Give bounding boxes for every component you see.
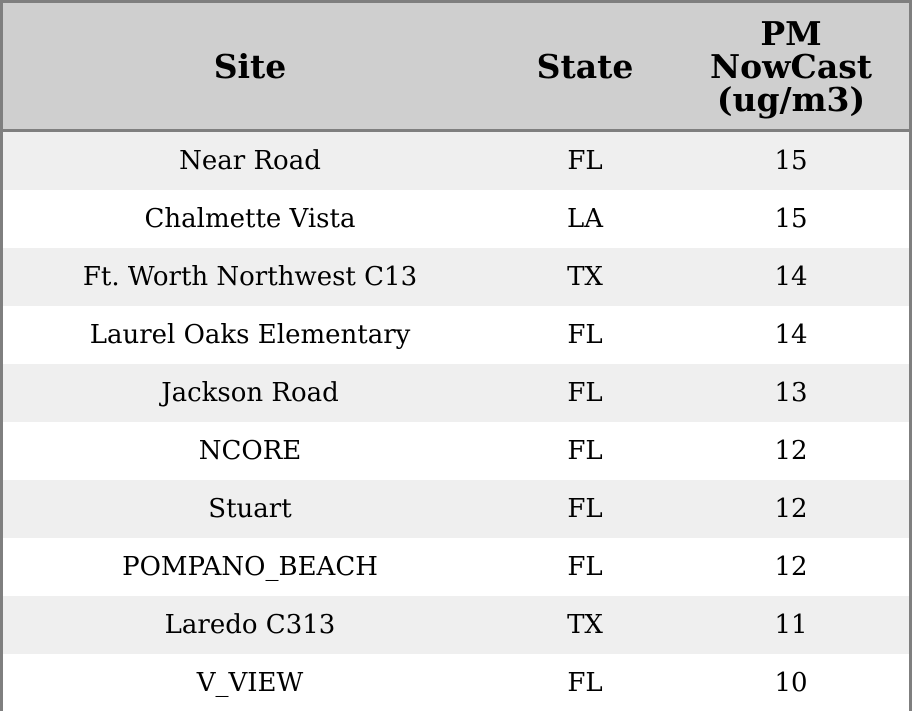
cell-pm-nowcast: 15 — [774, 204, 808, 234]
cell-pm-nowcast: 14 — [774, 320, 808, 350]
cell-state: TX — [567, 610, 603, 640]
cell-pm-nowcast: 12 — [774, 552, 808, 582]
header-site: Site — [213, 46, 287, 86]
cell-pm-nowcast: 12 — [774, 436, 808, 466]
cell-pm-nowcast: 11 — [774, 610, 808, 640]
cell-site: Near Road — [179, 146, 321, 176]
cell-site: V_VIEW — [196, 668, 304, 698]
cell-pm-nowcast: 10 — [774, 668, 808, 698]
cell-site: Laredo C313 — [164, 610, 336, 640]
cell-state: LA — [566, 204, 604, 234]
cell-site: Stuart — [208, 494, 292, 524]
table-row — [3, 596, 909, 654]
cell-state: FL — [567, 378, 603, 408]
table-body — [3, 132, 909, 712]
cell-pm-nowcast: 14 — [774, 262, 808, 292]
cell-state: FL — [567, 668, 603, 698]
header-pm-nowcast-text — [709, 13, 873, 119]
header-state: State — [536, 46, 634, 86]
table-row — [3, 364, 909, 422]
cell-pm-nowcast: 12 — [774, 494, 808, 524]
cell-state: FL — [567, 436, 603, 466]
header-pm-line: PM — [760, 13, 822, 53]
table-row — [3, 248, 909, 306]
cell-pm-nowcast: 15 — [774, 146, 808, 176]
header-pm-line: (ug/m3) — [716, 79, 866, 119]
table-row — [3, 422, 909, 480]
table-header-row — [3, 3, 909, 132]
cell-site: Ft. Worth Northwest C13 — [82, 262, 418, 292]
cell-pm-nowcast: 13 — [774, 378, 808, 408]
cell-site: POMPANO_BEACH — [122, 552, 378, 582]
header-pm-line: NowCast — [709, 46, 873, 86]
cell-site: Jackson Road — [161, 378, 339, 408]
table-row — [3, 190, 909, 248]
cell-state: FL — [567, 146, 603, 176]
cell-site: Chalmette Vista — [144, 204, 356, 234]
cell-state: FL — [567, 552, 603, 582]
cell-site: NCORE — [198, 436, 302, 466]
cell-state: FL — [567, 494, 603, 524]
table-row — [3, 306, 909, 364]
table-row — [3, 538, 909, 596]
table-row — [3, 480, 909, 538]
table-row — [3, 654, 909, 712]
table-row — [3, 132, 909, 190]
cell-site: Laurel Oaks Elementary — [89, 320, 411, 350]
cell-state: TX — [567, 262, 603, 292]
cell-state: FL — [567, 320, 603, 350]
header-pm-nowcast — [673, 3, 909, 129]
